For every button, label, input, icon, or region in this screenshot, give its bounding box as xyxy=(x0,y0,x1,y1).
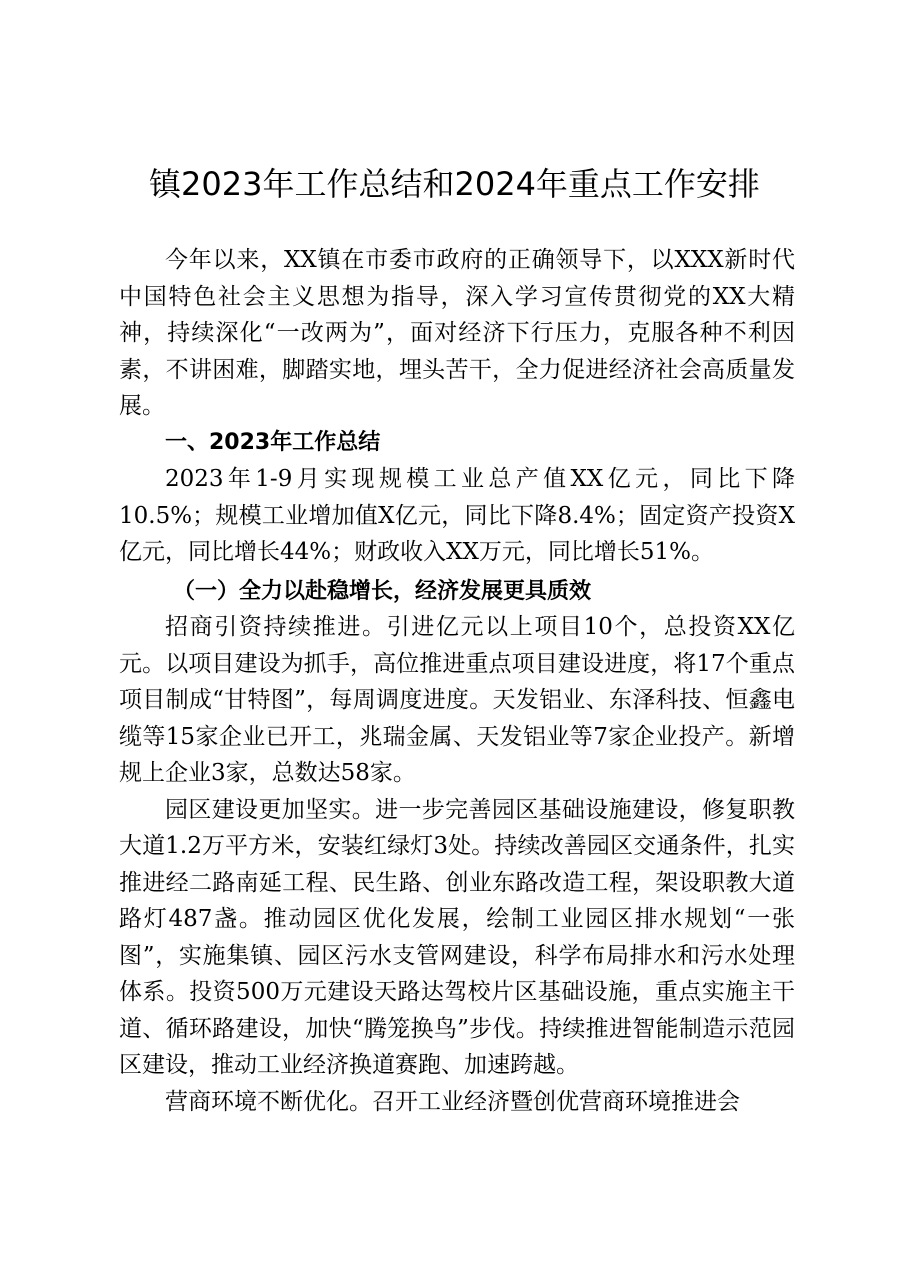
paragraph-business-environment: 营商环境不断优化。召开工业经济暨创优营商环境推进会 xyxy=(165,1088,740,1115)
subsection-heading-stable-growth: （一）全力以赴稳增长，经济发展更具质效 xyxy=(173,577,592,604)
intro-paragraph: 今年以来，XX镇在市委市政府的正确领导下，以XXX新时代中国特色社会主义思想为指导，深入学习宣传贯彻党的XX大精神，持续深化“一改两为”，面对经济下行压力，克服各种不利因素，不讲困难，脚踏实地，埋头苦干，全力促进经济社会高质量发展。 xyxy=(119,247,795,419)
summary-paragraph: 2023年1-9月实现规模工业总产值XX亿元，同比下降10.5%；规模工业增加值X亿元，同比下降8.4%；固定资产投资X亿元，同比增长44%；财政收入XX万元，同比增长51%。 xyxy=(119,466,795,565)
section-heading-2023-summary: 一、2023年工作总结 xyxy=(165,429,381,455)
paragraph-park-construction: 园区建设更加坚实。进一步完善园区基础设施建设，修复职教大道1.2万平方米，安装红绿灯3处。持续改善园区交通条件，扎实推进经二路南延工程、民生路、创业东路改造工程，架设职教大道路灯487盏。推动园区优化发展，绘制工业园区排水规划“一张图”，实施集镇、园区污水支管网建设，科学布局排水和污水处理体系。投资500万元建设天路达驾校片区基础设施，重点实施主干道、循环路建设，加快“腾笼换鸟”步伐。持续推进智能制造示范园区建设，推动工业经济换道赛跑、加速跨越。 xyxy=(119,796,795,1078)
document-body xyxy=(119,242,795,1120)
document-title: 镇2023年工作总结和2024年重点工作安排 xyxy=(149,165,760,203)
paragraph-investment-attraction: 招商引资持续推进。引进亿元以上项目10个，总投资XX亿元。以项目建设为抓手，高位推进重点项目建设进度，将17个重点项目制成“甘特图”，每周调度进度。天发铝业、东泽科技、恒鑫电缆等15家企业已开工，兆瑞金属、天发铝业等7家企业投产。新增规上企业3家，总数达58家。 xyxy=(119,614,795,786)
